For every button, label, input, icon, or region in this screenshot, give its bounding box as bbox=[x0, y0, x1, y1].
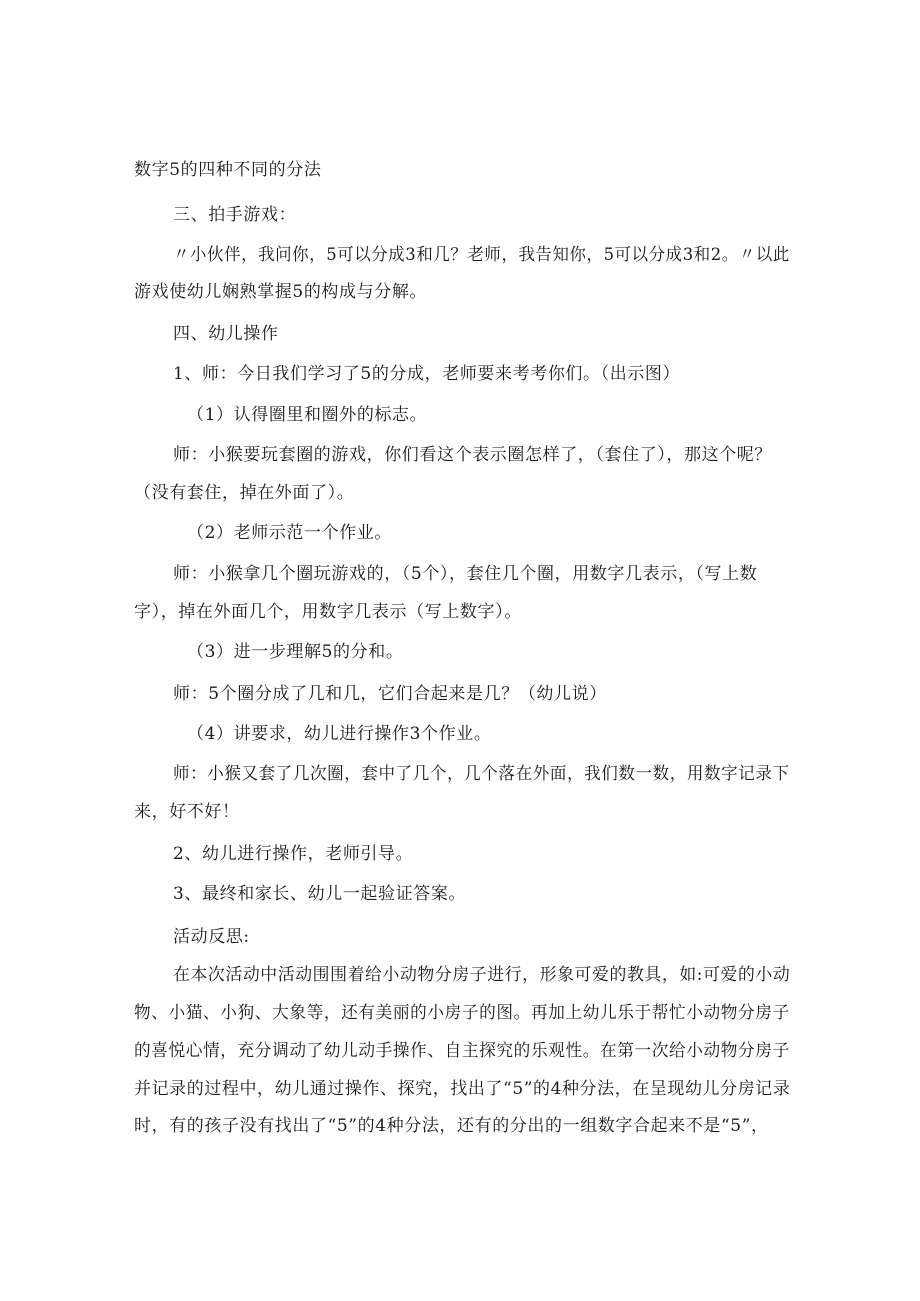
text-line: 3、最终和家长、幼儿一起验证答案。 bbox=[173, 884, 467, 904]
text-line: 的喜悦心情，充分调动了幼儿动手操作、自主探究的乐观性。在第一次给小动物分房子 bbox=[134, 1041, 790, 1061]
text-line: 字），掉在外面几个，用数字几表示（写上数字）。 bbox=[134, 602, 522, 622]
text-line: （2）老师示范一个作业。 bbox=[187, 523, 393, 543]
text-line: 并记录的过程中，幼儿通过操作、探究，找出了“5”的4种分法，在呈现幼儿分房记录 bbox=[134, 1079, 791, 1099]
text-line: 在本次活动中活动围围着给小动物分房子进行，形象可爱的教具，如:可爱的小动 bbox=[173, 965, 791, 985]
heading-clap-game: 三、拍手游戏： bbox=[173, 205, 297, 225]
text-line: 师：小猴又套了几次圈，套中了几个，几个落在外面，我们数一数，用数字记录下 bbox=[173, 764, 790, 784]
text-line: （1）认得圈里和圈外的标志。 bbox=[187, 405, 428, 425]
text-line: 1、师：今日我们学习了5的分成，老师要来考考你们。（出示图） bbox=[173, 364, 681, 384]
heading-activity-reflection: 活动反思: bbox=[173, 927, 250, 947]
text-line: 师：小猴拿几个圈玩游戏的，（5个），套住几个圈，用数字几表示，（写上数 bbox=[173, 564, 758, 584]
text-line: 物、小猫、小狗、大象等，还有美丽的小房子的图。再加上幼儿乐于帮忙小动物分房子 bbox=[134, 1003, 790, 1023]
text-line: 2、幼儿进行操作，老师引导。 bbox=[173, 844, 414, 864]
text-line: （3）进一步理解5的分和。 bbox=[187, 642, 404, 662]
text-line: 游戏使幼儿娴熟掌握5的构成与分解。 bbox=[134, 282, 428, 302]
text-line: （4）讲要求，幼儿进行操作3个作业。 bbox=[187, 724, 492, 744]
text-line: （没有套住，掉在外面了）。 bbox=[134, 483, 355, 503]
text-line: 〃小伙伴，我问你，5可以分成3和几？老师，我告知你，5可以分成3和2。〃以此 bbox=[173, 245, 790, 265]
text-line: 师：5个圈分成了几和几，它们合起来是几？（幼儿说） bbox=[173, 684, 607, 704]
text-line-intro: 数字5的四种不同的分法 bbox=[134, 160, 322, 180]
text-line: 时，有的孩子没有找出了“5”的4种分法，还有的分出的一组数字合起来不是“5”， bbox=[134, 1116, 769, 1136]
text-line: 师：小猴要玩套圈的游戏，你们看这个表示圈怎样了，（套住了），那这个呢？ bbox=[173, 445, 772, 465]
heading-child-operation: 四、幼儿操作 bbox=[173, 324, 279, 344]
text-line: 来，好不好！ bbox=[134, 802, 240, 822]
